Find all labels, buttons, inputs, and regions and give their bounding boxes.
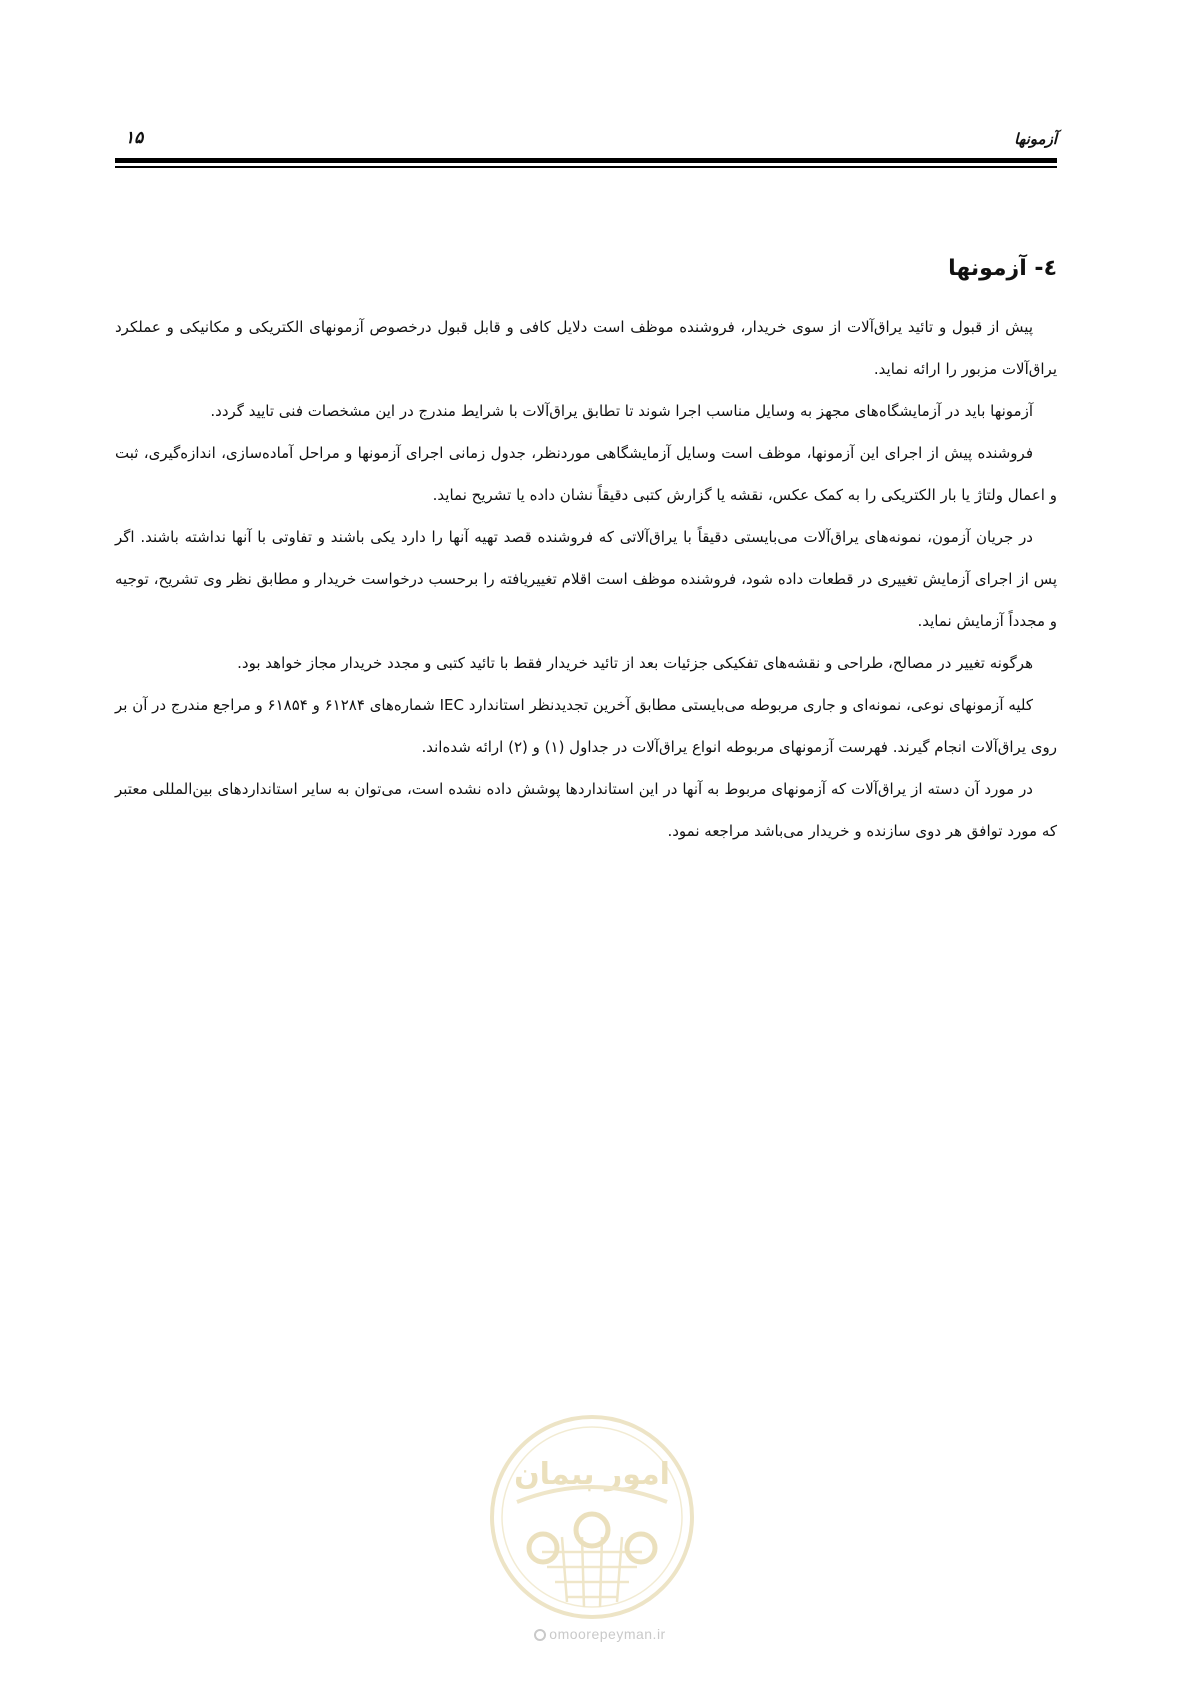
watermark-url-text: omoorepeyman.ir	[549, 1626, 666, 1642]
section-heading: ٤- آزمونها	[948, 256, 1057, 281]
paragraph: پیش از قبول و تائید یراق‌آلات از سوی خریدار، فروشنده موظف است دلایل کافی و قابل قبول درخصوص آزمونهای الکتریکی و مکانیکی و عملکرد یراق‌آلات مزبور را ارائه نماید.	[115, 318, 1057, 378]
watermark-logo	[487, 1412, 697, 1622]
paragraph: فروشنده پیش از اجرای این آزمونها، موظف است وسایل آزمایشگاهی موردنظر، جدول زمانی اجرای آزمونها و مراحل آماده‌سازی، اندازه‌گیری، ثبت و اعمال ولتاژ یا بار الکتریکی را به کمک عکس، نقشه یا گزارش کتبی دقیقاً نشان داده یا تشریح نماید.	[115, 444, 1057, 504]
paragraph: در مورد آن دسته از یراق‌آلات که آزمونهای مربوط به آنها در این استانداردها پوشش داده نشده است، می‌توان به سایر استانداردهای بین‌المللی معتبر که مورد توافق هر دوی سازنده و خریدار می‌باشد مراجعه نمود.	[115, 780, 1057, 840]
paragraph: در جریان آزمون، نمونه‌های یراق‌آلات می‌بایستی دقیقاً با یراق‌آلاتی که فروشنده قصد تهیه آنها را دارد یکی باشند و تفاوتی با آنها نداشته باشند. اگر پس از اجرای آزمایش تغییری در قطعات داده شود، فروشنده موظف است اقلام تغییریافته را برحسب درخواست خریدار و مطابق نظر وی تشریح، توجیه و مجدداً آزمایش نماید.	[115, 528, 1057, 630]
paragraph: آزمونها باید در آزمایشگاه‌های مجهز به وسایل مناسب اجرا شوند تا تطابق یراق‌آلات با شرایط مندرج در این مشخصات فنی تایید گردد.	[210, 402, 1033, 420]
header-rule-thin	[115, 166, 1057, 168]
section-content	[115, 252, 1057, 852]
header-rule-thick	[115, 158, 1057, 163]
paragraph: کلیه آزمونهای نوعی، نمونه‌ای و جاری مربوطه می‌بایستی مطابق آخرین تجدیدنظر استاندارد IEC شماره‌های ۶۱۲۸۴ و ۶۱۸۵۴ و مراجع مندرج در آن بر روی یراق‌آلات انجام گیرند. فهرست آزمونهای مربوطه انواع یراق‌آلات در جداول (۱) و (۲) ارائه شده‌اند.	[115, 696, 1057, 756]
watermark-url	[500, 1626, 700, 1642]
running-header-title: آزمونها	[1014, 130, 1057, 148]
paragraph: هرگونه تغییر در مصالح، طراحی و نقشه‌های تفکیکی جزئیات بعد از تائید خریدار فقط با تائید کتبی و مجدد خریدار مجاز خواهد بود.	[237, 654, 1033, 672]
watermark-logo-text: امور پیمان	[514, 1457, 670, 1492]
page-number: ۱۵	[125, 128, 144, 148]
at-icon	[534, 1629, 546, 1641]
page-header	[115, 130, 1057, 158]
